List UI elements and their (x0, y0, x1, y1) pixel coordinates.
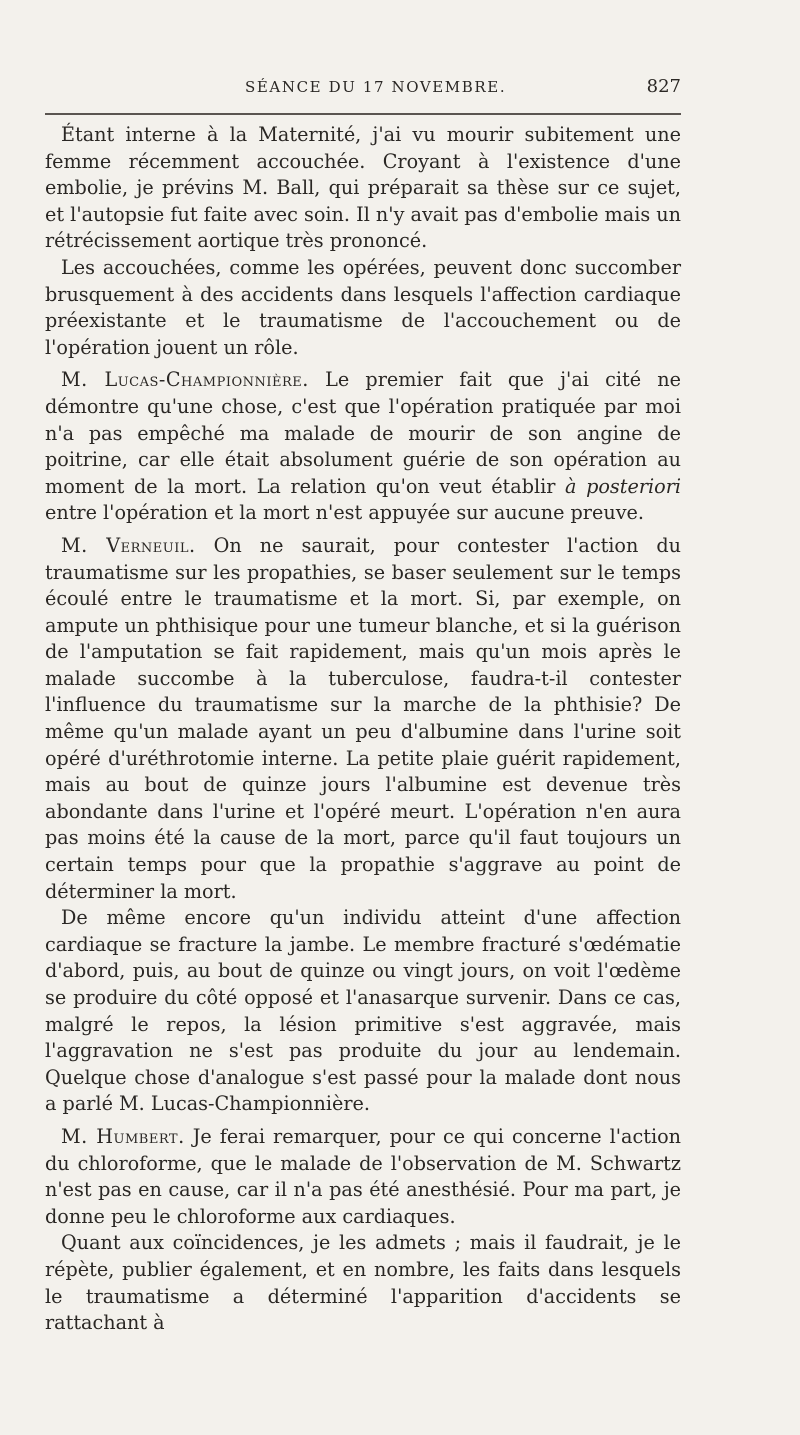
paragraph-verneuil (45, 533, 681, 905)
paragraph-coincidences: Quant aux coïncidences, je les admets ; mais il faudrait, je le répète, publier également, et en nombre, les faits dans lesquels le traumatisme a déterminé l'apparition d'accidents se rattachant à (45, 1231, 681, 1335)
paragraph-lucas-championniere (45, 367, 681, 527)
paragraph-fracture-case: De même encore qu'un individu atteint d'une affection cardiaque se fracture la jambe. Le membre fracturé s'œdématie d'abord, puis, au bout de quinze ou vingt jours, on voit l'œdème se produire du côté opposé et l'anasarque survenir. Dans ce cas, malgré le repos, la lésion primitive s'est aggravée, mais l'aggravation ne s'est pas produite du jour au lendemain. Quelque chose d'analogue s'est passé pour la malade dont nous a parlé M. Lucas-Championnière. (45, 906, 681, 1116)
italic-phrase: à posteriori (565, 474, 681, 498)
paragraph-embolie-case: Étant interne à la Maternité, j'ai vu mourir subitement une femme récemment accouchée. Croyant à l'existence d'une embolie, je prévins M. Ball, qui préparait sa thèse sur ce sujet, et l'autopsie fut faite avec soin. Il n'y avait pas d'embolie mais un rétrécissement aortique très prononcé. (45, 123, 681, 253)
paragraph-accouchees: Les accouchées, comme les opérées, peuvent donc succomber brusquement à des accidents dans lesquels l'affection cardiaque préexistante et le traumatisme de l'accouchement ou de l'opération jouent un rôle. (45, 255, 681, 359)
running-title: SÉANCE DU 17 NOVEMBRE. (245, 78, 507, 96)
speaker-name: M. Humbert. (61, 1124, 185, 1148)
paragraph-humbert (45, 1124, 681, 1230)
speaker-name: M. Verneuil. (61, 533, 196, 557)
header-rule (45, 113, 681, 115)
paragraph-text: entre l'opération et la mort n'est appuyée sur aucune preuve. (45, 501, 644, 525)
paragraph-text: On ne saurait, pour contester l'action du traumatisme sur les propathies, se baser seulement sur le temps écoulé entre le traumatisme et la mort. Si, par exemple, on ampute un phthisique pour une tumeur blanche, et si la guérison de l'amputation se fait rapidement, mais qu'un mois après le malade succombe à la tuberculose, faudra-t-il contester l'influence du traumatisme sur la marche de la phthisie? De même qu'un malade ayant un peu d'albumine dans l'urine soit opéré d'uréthrotomie interne. La petite plaie guérit rapidement, mais au bout de quinze jours l'albumine est devenue très abondante dans l'urine et l'opéré meurt. L'opération n'en aura pas moins été la cause de la mort, parce qu'il faut toujours un certain temps pour que la propathie s'aggrave au point de déterminer la mort. (45, 533, 681, 903)
speaker-name: M. Lucas-Championnière. (61, 368, 309, 392)
body-text (45, 122, 681, 1337)
paragraph-text: Je ferai remarquer, pour ce qui concerne l'action du chloroforme, que le malade de l'observation de M. Schwartz n'est pas en cause, car il n'a pas été anesthésié. Pour ma part, je donne peu le chloroforme aux cardiaques. (45, 1124, 682, 1228)
paragraph-text: Le premier fait que j'ai cité ne démontre qu'une chose, c'est que l'opération pratiquée par moi n'a pas empêché ma malade de mourir de son angine de poitrine, car elle était absolument guérie de son opération au moment de la mort. La relation qu'on veut établir (45, 368, 681, 498)
page-number: 827 (646, 76, 681, 97)
page-header (45, 74, 681, 104)
